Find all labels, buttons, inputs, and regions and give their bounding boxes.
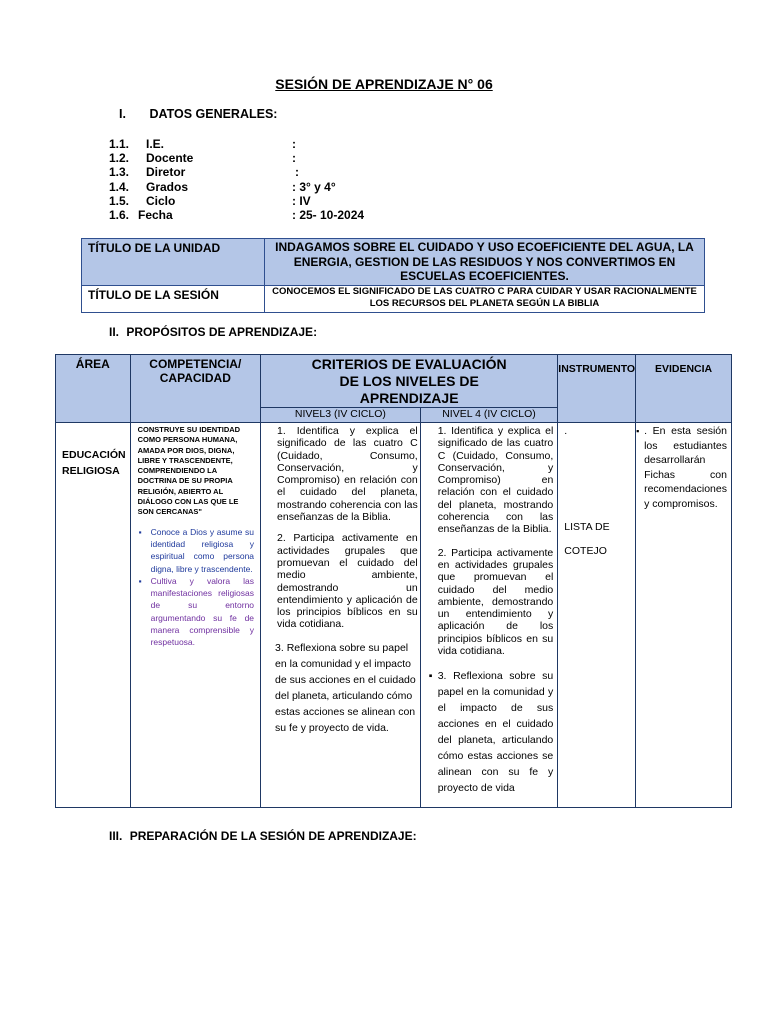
header-instrument: INSTRUMENTO	[558, 355, 636, 423]
section-heading-general	[119, 107, 277, 121]
instrument-cell	[558, 423, 636, 808]
section-label: PREPARACIÓN DE LA SESIÓN DE APRENDIZAJE:	[129, 829, 417, 843]
criterion-item: 2. Participa activamente en actividades grupales que promuevan el cuidado del medio ambiente, demostrando un entendimiento y aplicación de los principios bíblicos en su vida cotidiana.	[277, 532, 418, 631]
session-title-value: CONOCEMOS EL SIGNIFICADO DE LAS CUATRO C PARA CUIDAR Y USAR RACIONALMENTE LOS RECURSOS DEL PLANETA SEGÚN LA BIBLIA	[265, 285, 705, 312]
unit-table	[81, 238, 705, 313]
criterion-item: 1. Identifica y explica el significado de las cuatro C (Cuidado, Consumo, Conservación, y Compromiso) en relación con el cuidado del planeta, mostrando coherencia con las enseñanzas de la Biblia.	[437, 425, 554, 536]
item-number: 1.5.	[109, 194, 130, 208]
item-value: : 3° y 4°	[292, 180, 336, 194]
item-value: :	[295, 165, 299, 179]
item-label: Fecha	[138, 208, 173, 222]
item-number: 1.4.	[109, 180, 130, 194]
section-heading-purposes	[109, 325, 317, 339]
unit-title-value: INDAGAMOS SOBRE EL CUIDADO Y USO ECOEFICIENTE DEL AGUA, LA ENERGIA, GESTION DE LAS RESIDUOS Y NOS CONVERTIMOS EN ESCUELAS ECOEFICIENTES.	[265, 239, 705, 286]
item-label: I.E.	[146, 137, 165, 151]
instrument-line2: COTEJO	[564, 545, 607, 557]
header-evidence: EVIDENCIA	[636, 355, 732, 423]
criterion-item: ▪ 3. Reflexiona sobre su papel en la comunidad y el impacto de sus acciones en el cuidado del planeta, articulando cómo estas acciones se alinean con su fe y proyecto de vida	[438, 668, 554, 796]
purposes-table	[55, 354, 732, 808]
level4-criteria-cell	[420, 423, 558, 808]
session-title-label: TÍTULO DE LA SESIÓN	[82, 285, 265, 312]
item-number: 1.6.	[109, 208, 130, 222]
level3-criteria-cell	[261, 423, 421, 808]
area-cell: EDUCACIÓN RELIGIOSA	[56, 423, 131, 808]
section-number: I.	[119, 107, 126, 121]
header-level4: NIVEL 4 (IV CICLO)	[420, 408, 558, 423]
instrument-line1: LISTA DE	[564, 521, 610, 533]
section-number: III.	[109, 829, 123, 843]
header-level3: NIVEL3 (IV CICLO)	[261, 408, 421, 423]
item-value: :	[292, 151, 296, 165]
page-title: SESIÓN DE APRENDIZAJE N° 06	[275, 76, 493, 92]
item-value: : IV	[292, 194, 311, 208]
competence-cell	[130, 423, 260, 808]
item-number: 1.2.	[109, 151, 130, 165]
evidence-cell: ▪ . En esta sesión los estudiantes desarrollarán Fichas con recomendaciones y compromisos.	[636, 423, 732, 808]
criterion-item: 3. Reflexiona sobre su papel en la comunidad y el impacto de sus acciones en el cuidado del planeta, articulando cómo estas acciones se alinean con su fe y proyecto de vida.	[275, 641, 416, 734]
header-area: ÁREA	[56, 355, 131, 423]
section-number: II.	[109, 325, 120, 339]
capacities-list	[138, 526, 254, 649]
criterion-item: 1. Identifica y explica el significado de las cuatro C (Cuidado, Consumo, Conservación, y Compromiso) en relación con el cuidado del planeta, mostrando coherencia con las enseñanzas de la Biblia.	[277, 425, 418, 524]
capacity-item: ▪ Conoce a Dios y asume su identidad religiosa y espiritual como persona digna, libre y trascendente.	[148, 526, 254, 575]
criterion-item: 2. Participa activamente en actividades grupales que promuevan el cuidado del medio ambiente, demostrando un entendimiento y aplicación de los principios bíblicos en su vida cotidiana.	[437, 546, 554, 658]
competence-text: CONSTRUYE SU IDENTIDAD COMO PERSONA HUMANA, AMADA POR DIOS, DIGNA, LIBRE Y TRASCENDENTE, COMPRENDIENDO LA DOCTRINA DE SU PROPIA RELIGIÓN, ABIERTO AL DIÁLOGO CON LAS QUE LE SON CERCANAS"	[137, 425, 241, 517]
item-number: 1.3.	[109, 165, 130, 179]
section-label: PROPÓSITOS DE APRENDIZAJE:	[126, 325, 318, 339]
header-competence: COMPETENCIA/ CAPACIDAD	[130, 355, 260, 423]
item-value: : 25- 10-2024	[292, 208, 365, 222]
item-number: 1.1.	[109, 137, 130, 151]
item-label: Docente	[146, 151, 194, 165]
item-label: Grados	[146, 180, 189, 194]
item-label: Diretor	[146, 165, 186, 179]
instrument-dot: .	[564, 425, 568, 437]
item-label: Ciclo	[146, 194, 176, 208]
capacity-item: ▪ Cultiva y valora las manifestaciones religiosas de su entorno argumentando su fe de manera comprensible y respetuosa.	[148, 575, 254, 649]
header-criteria: CRITERIOS DE EVALUACIÓN DE LOS NIVELES DE APRENDIZAJE	[261, 355, 558, 408]
item-value: :	[292, 137, 296, 151]
unit-title-label: TÍTULO DE LA UNIDAD	[82, 239, 265, 286]
section-heading-preparation	[109, 829, 417, 843]
section-label: DATOS GENERALES:	[149, 107, 278, 121]
